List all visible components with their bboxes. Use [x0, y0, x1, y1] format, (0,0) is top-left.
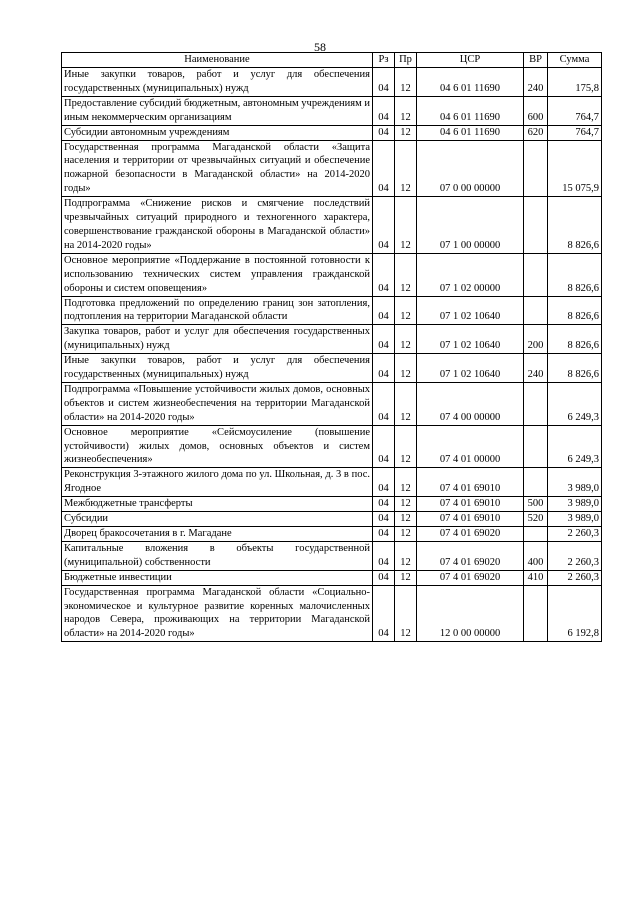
row-csr: 07 4 00 00000 — [417, 382, 524, 425]
row-vr — [524, 296, 548, 325]
header-vr: ВР — [524, 53, 548, 68]
row-csr: 07 4 01 69020 — [417, 527, 524, 542]
row-name: Государственная программа Магаданской области «Социально-экономическое и культурное развитие коренных малочисленных народов Севера, проживающих на территории Магаданской области» на 2014-2020 годы» — [62, 585, 373, 642]
row-pr: 12 — [395, 425, 417, 468]
row-pr: 12 — [395, 585, 417, 642]
row-pr: 12 — [395, 296, 417, 325]
row-vr — [524, 425, 548, 468]
table-row — [62, 140, 602, 197]
row-vr: 410 — [524, 570, 548, 585]
row-vr: 200 — [524, 325, 548, 354]
row-name: Предоставление субсидий бюджетным, автономным учреждениям и иным некоммерческим организациям — [62, 96, 373, 125]
row-name: Основное мероприятие «Поддержание в постоянной готовности к использованию технических систем управления гражданской обороны и систем оповещения» — [62, 253, 373, 296]
row-vr: 240 — [524, 68, 548, 97]
table-row — [62, 527, 602, 542]
row-pr: 12 — [395, 197, 417, 254]
row-rz: 04 — [373, 382, 395, 425]
budget-table — [61, 52, 602, 642]
table-row — [62, 512, 602, 527]
table-row — [62, 125, 602, 140]
row-pr: 12 — [395, 570, 417, 585]
row-name: Субсидии автономным учреждениям — [62, 125, 373, 140]
row-csr: 12 0 00 00000 — [417, 585, 524, 642]
row-sum: 3 989,0 — [548, 512, 602, 527]
row-sum: 764,7 — [548, 96, 602, 125]
row-sum: 15 075,9 — [548, 140, 602, 197]
row-csr: 07 1 02 10640 — [417, 325, 524, 354]
row-rz: 04 — [373, 253, 395, 296]
row-pr: 12 — [395, 497, 417, 512]
table-row — [62, 570, 602, 585]
row-csr: 07 1 02 00000 — [417, 253, 524, 296]
row-vr: 500 — [524, 497, 548, 512]
header-sum: Сумма — [548, 53, 602, 68]
row-rz: 04 — [373, 585, 395, 642]
row-name: Государственная программа Магаданской области «Защита населения и территории от чрезвычайных ситуаций и обеспечение пожарной безопасности в Магаданской области» на 2014-2020 годы» — [62, 140, 373, 197]
table-row — [62, 68, 602, 97]
row-csr: 07 4 01 69020 — [417, 541, 524, 570]
row-csr: 07 1 00 00000 — [417, 197, 524, 254]
row-sum: 8 826,6 — [548, 354, 602, 383]
row-rz: 04 — [373, 140, 395, 197]
table-row — [62, 382, 602, 425]
row-pr: 12 — [395, 382, 417, 425]
table-body — [62, 68, 602, 642]
table-row — [62, 468, 602, 497]
row-csr: 07 1 02 10640 — [417, 354, 524, 383]
row-vr — [524, 253, 548, 296]
row-pr: 12 — [395, 325, 417, 354]
row-rz: 04 — [373, 512, 395, 527]
table-row — [62, 585, 602, 642]
row-sum: 6 249,3 — [548, 382, 602, 425]
row-vr: 240 — [524, 354, 548, 383]
row-name: Капитальные вложения в объекты государственной (муниципальной) собственности — [62, 541, 373, 570]
row-pr: 12 — [395, 125, 417, 140]
row-name: Дворец бракосочетания в г. Магадане — [62, 527, 373, 542]
table-row — [62, 96, 602, 125]
row-rz: 04 — [373, 425, 395, 468]
row-vr — [524, 468, 548, 497]
table-header-row — [62, 53, 602, 68]
row-sum: 8 826,6 — [548, 253, 602, 296]
row-vr — [524, 140, 548, 197]
row-sum: 2 260,3 — [548, 527, 602, 542]
row-rz: 04 — [373, 468, 395, 497]
row-pr: 12 — [395, 468, 417, 497]
row-sum: 6 192,8 — [548, 585, 602, 642]
header-pr: Пр — [395, 53, 417, 68]
row-name: Субсидии — [62, 512, 373, 527]
row-csr: 07 0 00 00000 — [417, 140, 524, 197]
table-row — [62, 425, 602, 468]
row-name: Реконструкция 3-этажного жилого дома по ул. Школьная, д. 3 в пос. Ягодное — [62, 468, 373, 497]
row-vr: 400 — [524, 541, 548, 570]
row-vr: 520 — [524, 512, 548, 527]
table-row — [62, 253, 602, 296]
row-csr: 07 4 01 69020 — [417, 570, 524, 585]
row-vr — [524, 527, 548, 542]
table-row — [62, 497, 602, 512]
row-rz: 04 — [373, 125, 395, 140]
row-csr: 04 6 01 11690 — [417, 68, 524, 97]
row-csr: 07 4 01 69010 — [417, 497, 524, 512]
row-sum: 764,7 — [548, 125, 602, 140]
row-sum: 6 249,3 — [548, 425, 602, 468]
row-pr: 12 — [395, 253, 417, 296]
row-rz: 04 — [373, 325, 395, 354]
row-rz: 04 — [373, 96, 395, 125]
row-pr: 12 — [395, 354, 417, 383]
row-name: Подпрограмма «Повышение устойчивости жилых домов, основных объектов и систем жизнеобеспечения на территории Магаданской области» на 2014-2020 годы» — [62, 382, 373, 425]
row-csr: 04 6 01 11690 — [417, 96, 524, 125]
row-sum: 3 989,0 — [548, 468, 602, 497]
row-rz: 04 — [373, 541, 395, 570]
row-name: Основное мероприятие «Сейсмоусиление (повышение устойчивости) жилых домов, основных объектов и систем жизнеобеспечения» — [62, 425, 373, 468]
row-sum: 8 826,6 — [548, 325, 602, 354]
row-vr: 600 — [524, 96, 548, 125]
table-row — [62, 325, 602, 354]
row-pr: 12 — [395, 512, 417, 527]
row-csr: 07 1 02 10640 — [417, 296, 524, 325]
row-sum: 8 826,6 — [548, 296, 602, 325]
row-name: Подготовка предложений по определению границ зон затопления, подтопления на территории Магаданской области — [62, 296, 373, 325]
header-name: Наименование — [62, 53, 373, 68]
row-name: Иные закупки товаров, работ и услуг для обеспечения государственных (муниципальных) нужд — [62, 68, 373, 97]
page-number: 58 — [314, 40, 326, 54]
row-vr — [524, 382, 548, 425]
row-pr: 12 — [395, 96, 417, 125]
header-rz: Рз — [373, 53, 395, 68]
row-name: Подпрограмма «Снижение рисков и смягчение последствий чрезвычайных ситуаций природного и техногенного характера, совершенствование гражданской обороны в Магаданской области» на 2014-2020 годы» — [62, 197, 373, 254]
row-sum: 2 260,3 — [548, 570, 602, 585]
row-name: Иные закупки товаров, работ и услуг для обеспечения государственных (муниципальных) нужд — [62, 354, 373, 383]
row-name: Закупка товаров, работ и услуг для обеспечения государственных (муниципальных) нужд — [62, 325, 373, 354]
header-csr: ЦСР — [417, 53, 524, 68]
row-rz: 04 — [373, 527, 395, 542]
row-sum: 3 989,0 — [548, 497, 602, 512]
row-pr: 12 — [395, 68, 417, 97]
row-csr: 07 4 01 00000 — [417, 425, 524, 468]
row-csr: 07 4 01 69010 — [417, 512, 524, 527]
row-vr — [524, 197, 548, 254]
table-row — [62, 197, 602, 254]
row-sum: 175,8 — [548, 68, 602, 97]
table-row — [62, 296, 602, 325]
row-vr — [524, 585, 548, 642]
row-rz: 04 — [373, 570, 395, 585]
table-row — [62, 354, 602, 383]
row-rz: 04 — [373, 68, 395, 97]
row-pr: 12 — [395, 140, 417, 197]
row-rz: 04 — [373, 354, 395, 383]
row-vr: 620 — [524, 125, 548, 140]
row-pr: 12 — [395, 541, 417, 570]
row-csr: 07 4 01 69010 — [417, 468, 524, 497]
row-sum: 2 260,3 — [548, 541, 602, 570]
row-csr: 04 6 01 11690 — [417, 125, 524, 140]
table-row — [62, 541, 602, 570]
row-sum: 8 826,6 — [548, 197, 602, 254]
row-name: Межбюджетные трансферты — [62, 497, 373, 512]
row-rz: 04 — [373, 197, 395, 254]
row-rz: 04 — [373, 296, 395, 325]
row-name: Бюджетные инвестиции — [62, 570, 373, 585]
row-rz: 04 — [373, 497, 395, 512]
row-pr: 12 — [395, 527, 417, 542]
